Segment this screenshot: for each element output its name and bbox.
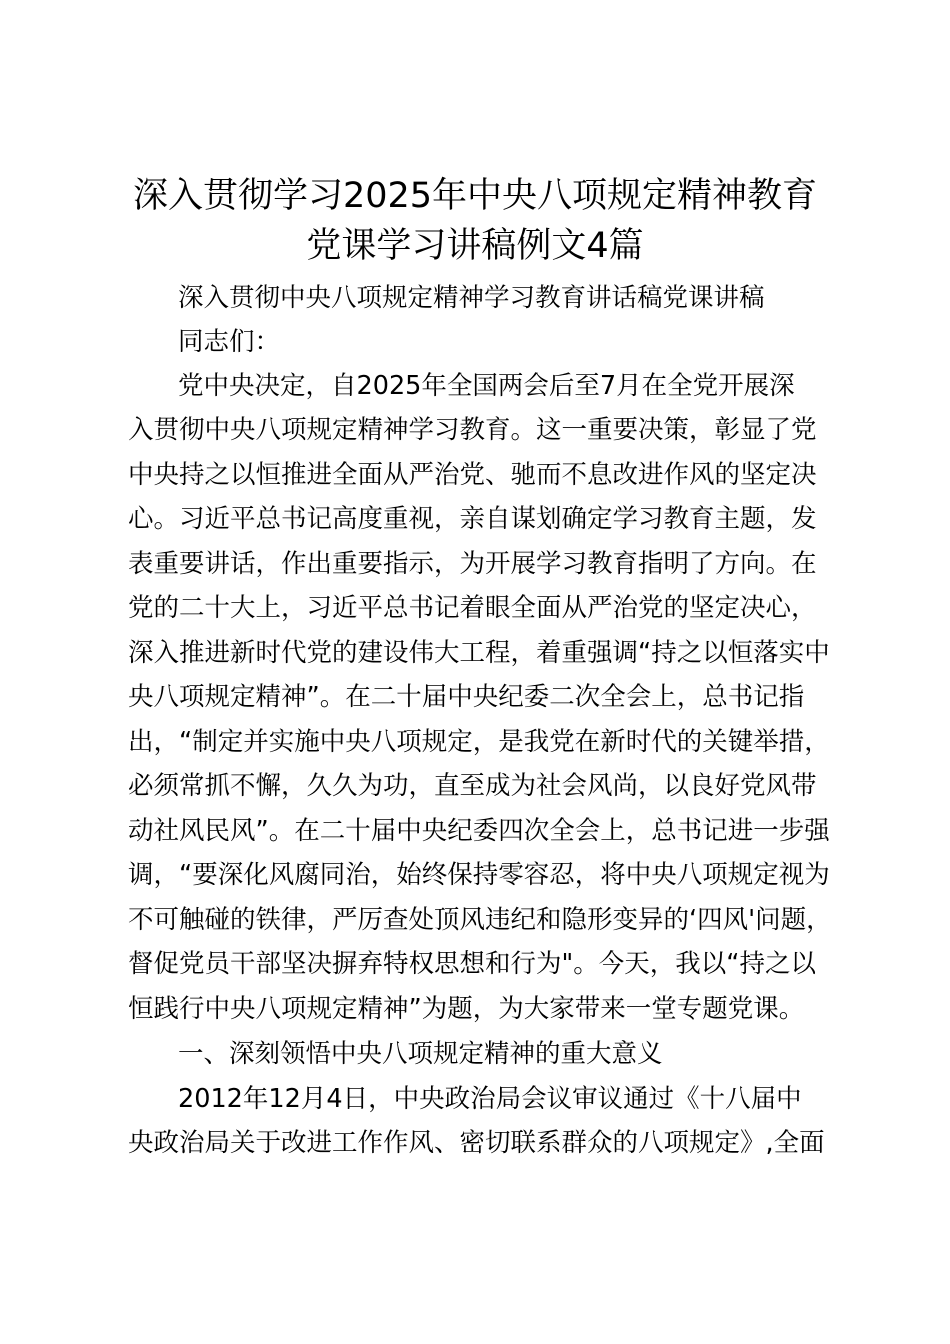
paragraph-1-line: 入贯彻中央八项规定精神学习教育。这一重要决策，彰显了党 (128, 415, 817, 445)
paragraph-1-line: 表重要讲话，作出重要指示，为开展学习教育指明了方向。在 (128, 549, 817, 579)
paragraph-1-line: 督促党员干部坚决摒弃特权思想和行为"。今天，我以“持之以 (128, 949, 816, 979)
section-heading: 一、深刻领悟中央八项规定精神的重大意义 (178, 1039, 663, 1069)
document-title-line-1: 深入贯彻学习2025年中央八项规定精神教育 (132, 176, 818, 216)
paragraph-1-line: 出，“制定并实施中央八项规定，是我党在新时代的关键举措， (128, 727, 830, 757)
paragraph-1-line: 恒践行中央八项规定精神”为题，为大家带来一堂专题党课。 (128, 994, 805, 1024)
paragraph-1-line: 党的二十大上，习近平总书记着眼全面从严治党的坚定决心， (128, 593, 817, 623)
paragraph-1-line: 央八项规定精神”。在二十届中央纪委二次全会上，总书记指 (128, 682, 805, 712)
paragraph-2-line: 央政治局关于改进工作作风、密切联系群众的八项规定》,全面 (128, 1128, 825, 1158)
paragraph-1-line: 必须常抓不懈，久久为功，直至成为社会风尚，以良好党风带 (128, 771, 817, 801)
paragraph-1-line: 调，“要深化风腐同治，始终保持零容忍，将中央八项规定视为 (128, 860, 830, 890)
paragraph-1-line: 党中央决定，自2025年全国两会后至7月在全党开展深 (178, 371, 795, 401)
salutation: 同志们： (178, 327, 281, 357)
paragraph-1-line: 不可触碰的铁律，严厉查处顶风违纪和隐形变异的‘四风'问题， (128, 905, 832, 935)
paragraph-1-line: 心。习近平总书记高度重视，亲自谋划确定学习教育主题，发 (128, 504, 817, 534)
document-subtitle: 深入贯彻中央八项规定精神学习教育讲话稿党课讲稿 (178, 283, 765, 313)
paragraph-1-line: 深入推进新时代党的建设伟大工程，着重强调“持之以恒落实中 (128, 638, 830, 668)
paragraph-2-line: 2012年12月4日，中央政治局会议审议通过《十八届中 (178, 1084, 802, 1114)
paragraph-1-line: 动社风民风”。在二十届中央纪委四次全会上，总书记进一步强 (128, 816, 830, 846)
document-title-line-2: 党课学习讲稿例文4篇 (306, 226, 644, 266)
paragraph-1-line: 中央持之以恒推进全面从严治党、驰而不息改进作风的坚定决 (128, 460, 817, 490)
